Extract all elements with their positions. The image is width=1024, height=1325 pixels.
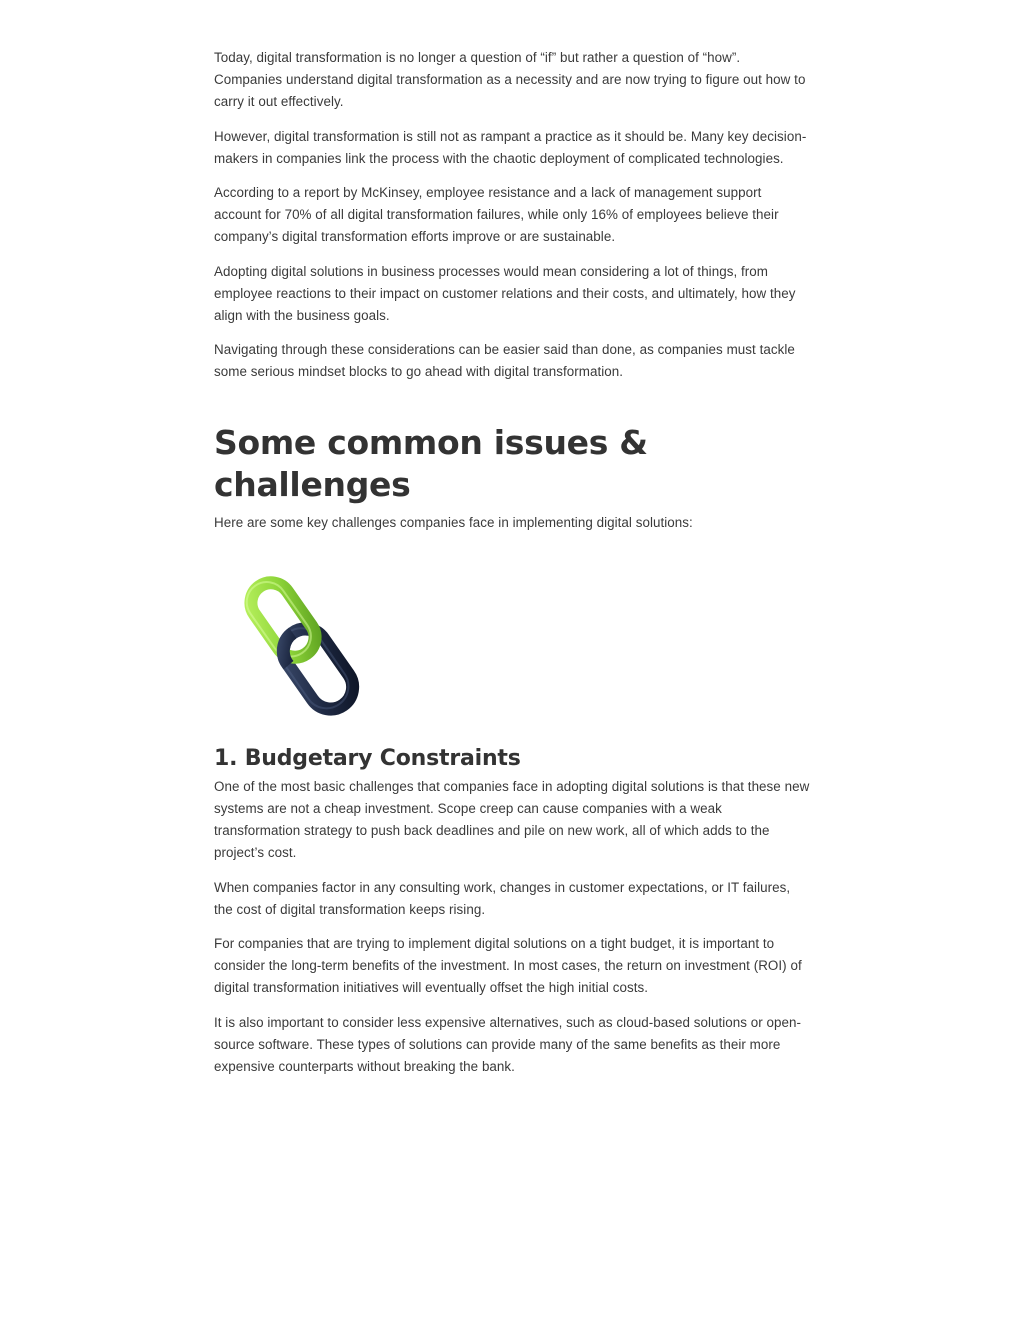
paragraph: It is also important to consider less expensive alternatives, such as cloud-based solutions or open-source software. These types of solutions can provide many of the same benefits as their more expensive counterparts without breaking the bank. [214, 1014, 802, 1074]
paragraph: Today, digital transformation is no longer a question of “if” but rather a question of “how”. Companies understand digital transformation as a necessity and are now trying to figure out how to carry it out effectively. [214, 50, 806, 109]
paragraph: However, digital transformation is still not as rampant a practice as it should be. Many key decision-makers in companies link the process with the chaotic deployment of complicated technologies. [214, 128, 807, 166]
paragraph: For companies that are trying to implement digital solutions on a tight budget, it is important to consider the long-term benefits of the investment. In most cases, the return on investment (ROI) of digital transformation initiatives will eventually offset the high initial costs. [214, 936, 802, 995]
paragraph: According to a report by McKinsey, employee resistance and a lack of management support account for 70% of all digital transformation failures, while only 16% of employees believe their company’s digital transformation efforts improve or are sustainable. [214, 185, 779, 244]
article-body [214, 47, 810, 1090]
chain-link-icon [230, 572, 380, 722]
paragraph: One of the most basic challenges that companies face in adopting digital solutions is that these new systems are not a cheap investment. Scope creep can cause companies with a weak transformation strategy to push back deadlines and pile on new work, all of which adds to the project’s cost. [214, 779, 810, 860]
paragraph: Adopting digital solutions in business processes would mean considering a lot of things, from employee reactions to their impact on customer relations and their costs, and ultimately, how they align with the business goals. [214, 263, 796, 323]
section-intro: Here are some key challenges companies face in implementing digital solutions: [214, 515, 693, 530]
subsection-heading: 1. Budgetary Constraints [214, 746, 521, 771]
section-heading: Some common issues & challenges [214, 423, 648, 504]
paragraph: Navigating through these considerations can be easier said than done, as companies must tackle some serious mindset blocks to go ahead with digital transformation. [214, 342, 795, 379]
paragraph: When companies factor in any consulting work, changes in customer expectations, or IT failures, the cost of digital transformation keeps rising. [214, 879, 791, 917]
